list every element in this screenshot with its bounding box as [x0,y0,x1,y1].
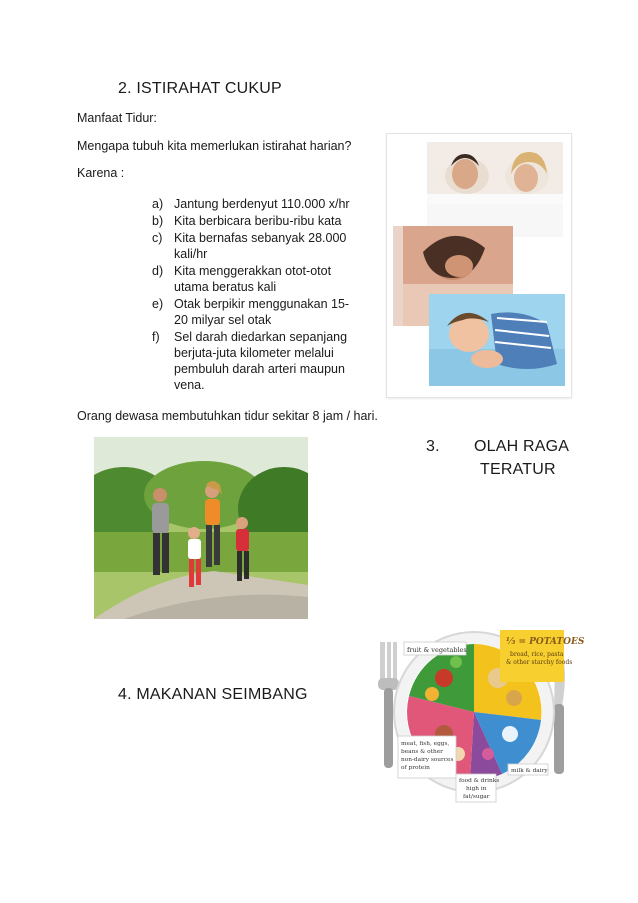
food-plate-illustration [374,622,584,804]
running-family-photo [94,437,308,619]
label-protein-1: meat, fish, eggs, [401,741,450,747]
heading-olah-raga-line1: OLAH RAGA [474,438,570,455]
label-potatoes-sub1: bread, rice, pasta [510,651,564,658]
label-protein-2: beans & other [401,749,443,755]
heading-olah-raga-line2: TERATUR [480,461,556,478]
heading-makanan-seimbang: 4. MAKANAN SEIMBANG [118,686,308,703]
list-item: a) Jantung berdenyut 110.000 x/hr [152,197,350,211]
benefit-label: Manfaat Tidur: [77,111,157,125]
because-label: Karena : [77,166,125,180]
label-protein-3: non-dairy sources [401,757,454,763]
list-item: d) Kita menggerakkan otot-otot utama beratus kali [152,264,332,294]
sleep-photo [387,134,571,397]
label-sugar-1: food & drinks [459,778,500,784]
label-sugar-3: fat/sugar [463,794,490,800]
label-milk: milk & dairy [511,768,548,774]
sleep-collage-illustration [387,134,571,397]
question-text: Mengapa tubuh kita memerlukan istirahat harian? [77,139,352,153]
label-potatoes-title: ⅓ = POTATOES [506,637,584,647]
list-item: b) Kita berbicara beribu-ribu kata [152,214,342,228]
eatwell-plate [374,622,584,804]
label-protein-4: of protein [401,765,430,771]
reasons-list [152,196,382,394]
label-potatoes-sub2: & other starchy foods [506,659,573,666]
list-item: f) Sel darah diedarkan sepanjang berjuta-juta kilometer melalui pembuluh darah arteri maupun vena. [152,330,348,392]
running-illustration [94,437,308,619]
list-item: e) Otak berpikir menggunakan 15- 20 milyar sel otak [152,297,350,327]
list-item: c) Kita bernafas sebanyak 28.000 kali/hr [152,231,347,261]
label-fruit: fruit & vegetables [407,646,467,654]
sleep-conclusion: Orang dewasa membutuhkan tidur sekitar 8 jam / hari. [77,409,378,423]
label-sugar-2: high in [466,786,487,792]
heading-istirahat-cukup: 2. ISTIRAHAT CUKUP [118,80,282,97]
section-number-3: 3. [426,438,440,455]
